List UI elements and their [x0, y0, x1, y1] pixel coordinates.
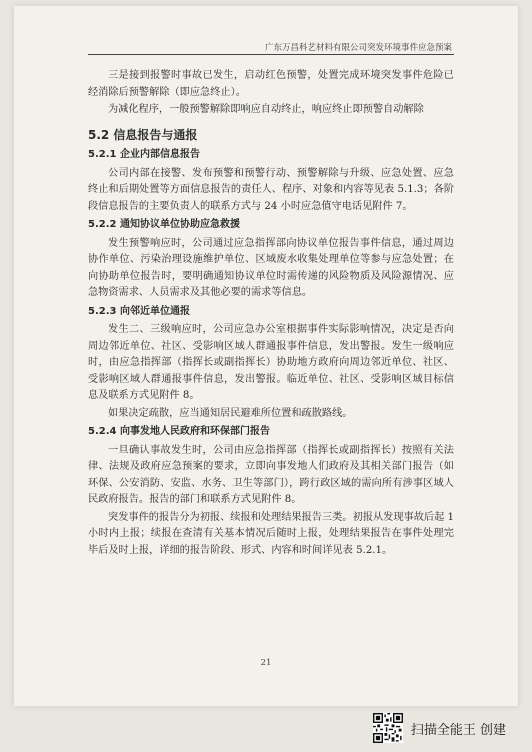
- qr-code-icon: [373, 713, 403, 743]
- watermark-text: 扫描全能王 创建: [410, 722, 506, 738]
- paragraph: 为减化程序，一般预警解除即响应自动终止，响应终止即预警自动解除: [108, 104, 424, 115]
- paragraph: 公司内部在接警、发布预警和预警行动、预警解除与升级、应急处置、应急终止和后期处置等方面信息报告的责任人、程序、对象和内容等见表 5.1.3；各阶段信息报告的主要负责人的联系方式与 24 小时应急值守电话见附件 7。: [88, 167, 454, 212]
- paragraph: 一旦确认事故发生时，公司由应急指挥部（指挥长或副指挥长）按照有关法律、法规及政府应急预案的要求，立即向事发地人们政府及其相关部门报告（如环保、公安消防、安监、水务、卫生等部门），跨行政区域的需向所有涉事区域人民政府报告。报告的部门和联系方式见附件 8。: [88, 444, 454, 505]
- page-content: [88, 68, 454, 560]
- paragraph: 三是接到报警时事故已发生，启动红色预警，处置完成环境突发事件危险已经消除后预警解除（即应急终止）。: [88, 70, 454, 98]
- section-heading-5-2: 5.2 信息报告与通报: [88, 127, 198, 142]
- subsection-heading-5-2-4: 5.2.4 向事发地人民政府和环保部门报告: [88, 426, 270, 437]
- document-page: [14, 6, 518, 706]
- scanner-watermark: [306, 710, 506, 746]
- page-number: 21: [260, 658, 272, 668]
- subsection-heading-5-2-2: 5.2.2 通知协议单位协助应急救援: [88, 219, 240, 230]
- paragraph: 发生二、三级响应时，公司应急办公室根据事件实际影响情况，决定是否向周边邻近单位、社区、受影响区域人群通报事件信息，发出警报。发生一级响应时，由应急指挥部（指挥长或副指挥长）协助地方政府向周边邻近单位、社区、受影响区域人群通报事件信息，发出警报。临近单位、社区、受影响区域目标信息及联系方式见附件 8。: [88, 324, 454, 401]
- paragraph: 发生预警响应时，公司通过应急指挥部向协议单位报告事件信息，通过周边协作单位、污染治理设施维护单位、区域废水收集处理单位等参与应急处置；在向协助单位报告时，要明确通知协议单位时需传递的风险物质及风险源情况、应急物资需求、人员需求及其他必要的需求等信息。: [88, 237, 454, 298]
- running-header: 广东万昌科艺材料有限公司突发环境事件应急预案: [264, 43, 452, 53]
- subsection-heading-5-2-3: 5.2.3 向邻近单位通报: [88, 305, 190, 317]
- header-rule: [88, 54, 454, 55]
- subsection-heading-5-2-1: 5.2.1 企业内部信息报告: [88, 149, 200, 160]
- paragraph: 突发事件的报告分为初报、续报和处理结果报告三类。初报从发现事故后起 1 小时内上报；续报在查清有关基本情况后随时上报，处理结果报告在事件处理完毕后及时上报，详细的报告阶段、形式、内容和时间详见表 5.2.1。: [88, 511, 454, 556]
- paragraph: 如果决定疏散，应当通知居民避难所位置和疏散路线。: [108, 407, 353, 419]
